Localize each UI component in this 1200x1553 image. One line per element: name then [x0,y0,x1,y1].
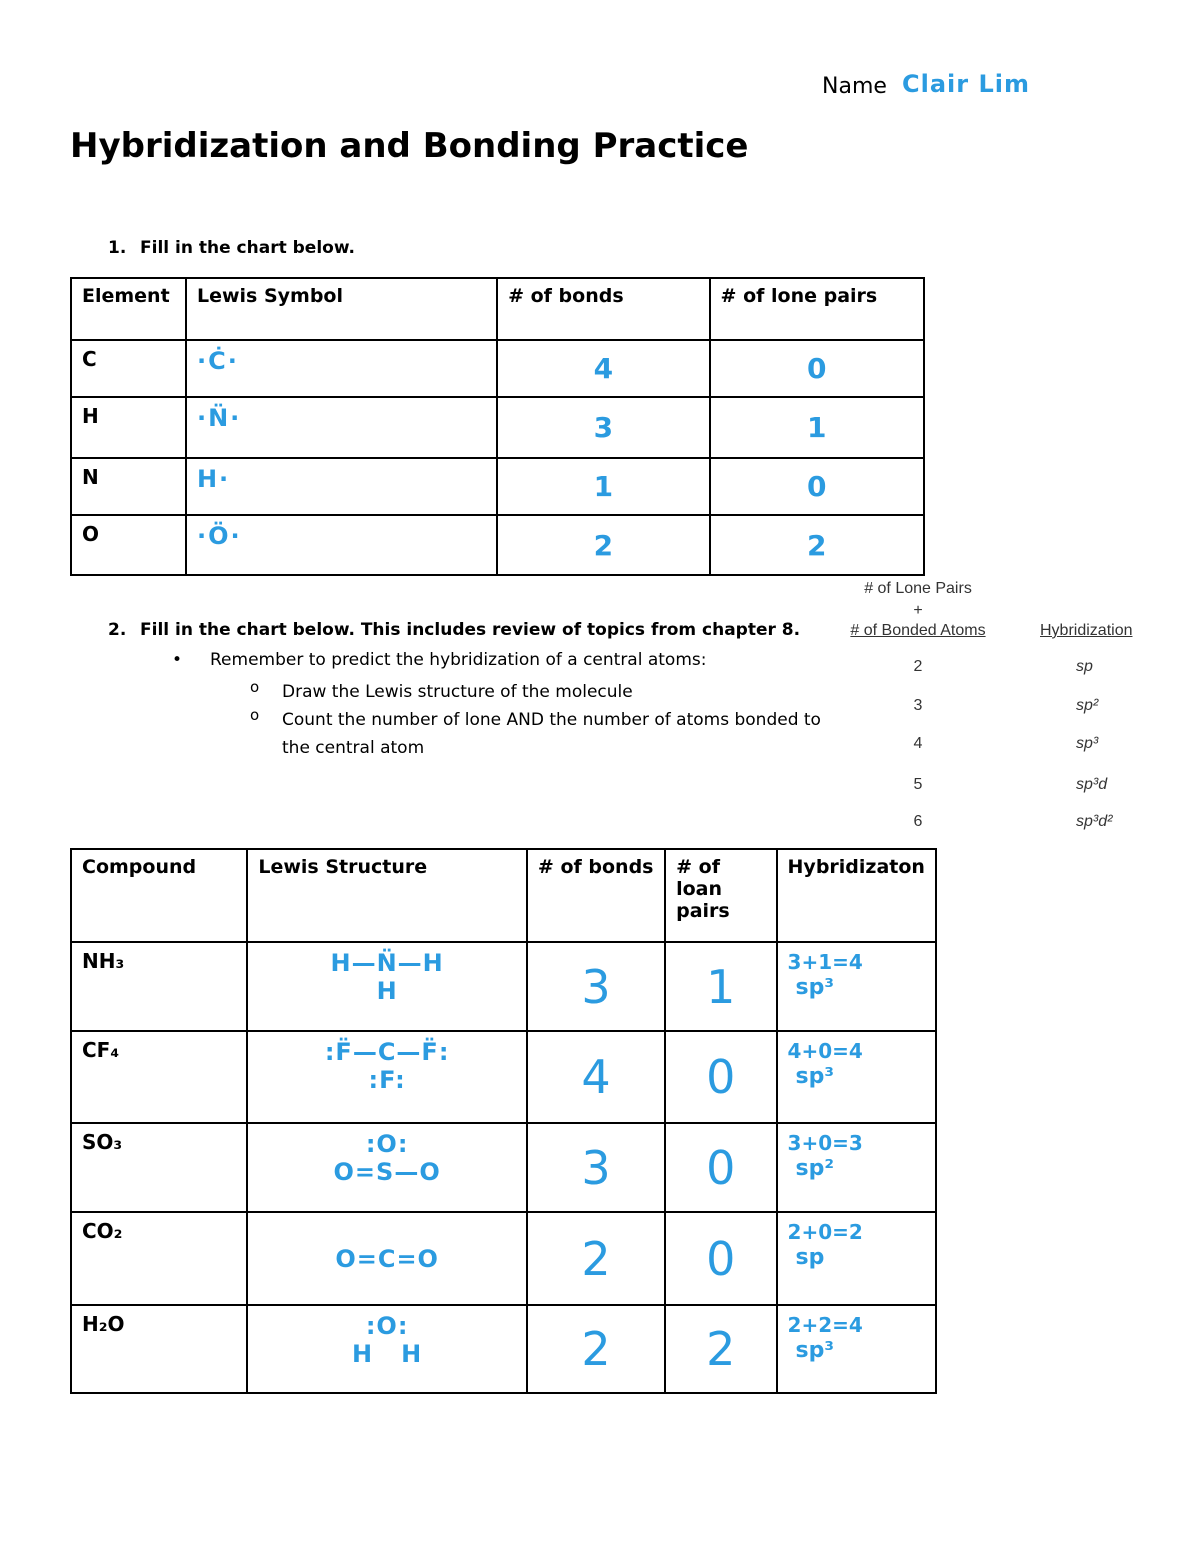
subpoint-text: Count the number of lone AND the number of atoms bonded to the central atom [282,710,821,758]
table-row [71,458,924,515]
lone-pairs-value: 2 [807,528,827,562]
reference-header-lone-pairs: # of Lone Pairs [864,580,972,597]
lewis-cell [186,515,497,575]
lone-pairs-value: 1 [807,411,827,444]
lewis-cell [186,397,497,458]
bonds-cell [497,340,709,397]
bonds-cell [527,1031,665,1123]
lewis-symbol: ·Ċ· [196,347,239,375]
lone-pairs-value: 0 [807,470,827,503]
bonds-value: 2 [593,528,614,562]
bullet-dot: • [172,650,183,670]
question-prompt: Fill in the chart below. [140,238,355,258]
reference-header-plus: + [913,602,923,619]
bonds-cell [527,1123,665,1212]
hybridization-sum: 2+2=4 [787,1313,863,1337]
reference-row [840,658,1160,682]
hybridization-cell [777,1212,936,1305]
bonds-cell [527,1305,665,1393]
header-cell: # of bonds [527,849,665,942]
element-cell: C [71,340,186,397]
reference-row [840,697,1160,721]
header-cell: # of bonds [497,278,709,340]
reference-hybridization: sp³d² [1076,813,1113,830]
lone-pairs-value: 0 [706,1050,736,1104]
name-label: Name [822,74,887,99]
subpoint-text: Draw the Lewis structure of the molecule [282,682,633,702]
lone-pairs-cell [710,397,924,458]
bonds-value: 3 [581,959,611,1014]
lewis-structure: :O: [365,1312,409,1340]
bonds-cell [527,942,665,1031]
compound-cell: SO₃ [71,1123,247,1212]
lewis-structure-line2: :F: [368,1066,406,1094]
header-cell: Element [71,278,186,340]
lewis-symbol: ·N̈· [196,404,242,432]
bonds-value: 4 [593,352,614,385]
hybridization-value: sp [795,1245,825,1270]
lone-pairs-value: 0 [807,352,827,385]
page-title: Hybridization and Bonding Practice [70,126,749,166]
table-header-row [71,849,936,942]
table-row [71,340,924,397]
lewis-cell [186,340,497,397]
lone-pairs-cell [710,458,924,515]
reference-count: 5 [913,776,923,793]
structure-cell [247,942,527,1031]
lone-pairs-value: 1 [706,959,736,1014]
lone-pairs-value: 0 [706,1231,736,1286]
compound-cell: NH₃ [71,942,247,1031]
hybridization-cell [777,1123,936,1212]
lewis-structure: H—N̈—H [330,949,444,977]
table-row [71,397,924,458]
lewis-symbol-chart [70,277,925,576]
bonds-cell [527,1212,665,1305]
compound-cell: CO₂ [71,1212,247,1305]
subpoint-marker: o [250,678,260,696]
reference-hybridization: sp³ [1076,735,1099,752]
header-cell: Compound [71,849,247,942]
hybridization-sum: 3+1=4 [787,950,863,974]
reference-hybridization: sp [1076,658,1093,675]
table-header-row [71,278,924,340]
reference-count: 4 [913,735,923,752]
bonds-value: 3 [581,1140,611,1195]
bonds-value: 2 [581,1231,611,1286]
lone-pairs-cell [665,1305,776,1393]
bonds-cell [497,458,709,515]
lewis-structure: :O: [365,1130,409,1158]
lone-pairs-value: 2 [706,1322,736,1376]
structure-cell [247,1123,527,1212]
reference-count: 2 [913,658,923,675]
hybridization-cell [777,942,936,1031]
lone-pairs-cell [665,1212,776,1305]
question-prompt: Fill in the chart below. This includes review of topics from chapter 8. [140,620,801,640]
table-row [71,942,936,1031]
lewis-structure-line2: H [376,977,398,1005]
student-name: Clair Lim [902,70,1030,98]
bonds-value: 2 [581,1322,611,1376]
question-number: 1. [108,238,127,258]
lewis-structure: :F̈—C—F̈: [324,1038,450,1066]
hybridization-chart [70,848,937,1394]
header-cell: Lewis Symbol [186,278,497,340]
header-cell: # of lone pairs [710,278,924,340]
reference-header-bonded-atoms: # of Bonded Atoms [850,622,986,639]
table-row [71,1305,936,1393]
hybridization-value: sp³ [795,975,835,1000]
bonds-value: 3 [593,411,614,444]
header-cell: # of loan pairs [665,849,776,942]
lewis-symbol: H· [196,465,231,493]
lone-pairs-cell [665,1123,776,1212]
lone-pairs-cell [665,942,776,1031]
reference-count: 3 [913,697,923,714]
bonds-cell [497,515,709,575]
hybridization-cell [777,1305,936,1393]
reference-hybridization: sp² [1076,697,1099,714]
element-cell: H [71,397,186,458]
structure-cell [247,1305,527,1393]
lewis-symbol: ·Ö· [196,522,242,550]
lewis-structure-line2: O=S—O [333,1158,441,1186]
hybridization-value: sp³ [795,1064,835,1089]
hybridization-sum: 3+0=3 [787,1131,863,1155]
hybridization-value: sp² [795,1156,835,1181]
lone-pairs-cell [710,340,924,397]
bonds-cell [497,397,709,458]
hybridization-sum: 2+0=2 [787,1220,863,1244]
reference-header-hybridization: Hybridization [1040,622,1133,639]
lone-pairs-cell [710,515,924,575]
hybridization-value: sp³ [795,1338,835,1363]
element-cell: O [71,515,186,575]
hybridization-cell [777,1031,936,1123]
subpoint-marker: o [250,706,260,724]
lewis-cell [186,458,497,515]
reference-row [840,776,1160,800]
lone-pairs-cell [665,1031,776,1123]
bonds-value: 1 [593,470,614,503]
reference-row [840,813,1160,837]
element-cell: N [71,458,186,515]
compound-cell: CF₄ [71,1031,247,1123]
lone-pairs-value: 0 [706,1140,736,1195]
bullet-text: Remember to predict the hybridization of a central atoms: [210,650,707,670]
header-cell: Lewis Structure [247,849,527,942]
reference-hybridization: sp³d [1076,776,1108,793]
table-row [71,1212,936,1305]
lewis-structure-line2: H H [352,1340,423,1368]
reference-row [840,735,1160,759]
question-number: 2. [108,620,127,640]
structure-cell [247,1212,527,1305]
table-row [71,1123,936,1212]
lewis-structure: O=C=O [335,1244,439,1273]
structure-cell [247,1031,527,1123]
compound-cell: H₂O [71,1305,247,1393]
hybridization-sum: 4+0=4 [787,1039,863,1063]
reference-count: 6 [913,813,923,830]
bonds-value: 4 [581,1050,611,1104]
header-cell: Hybridizaton [777,849,936,942]
table-row [71,515,924,575]
table-row [71,1031,936,1123]
